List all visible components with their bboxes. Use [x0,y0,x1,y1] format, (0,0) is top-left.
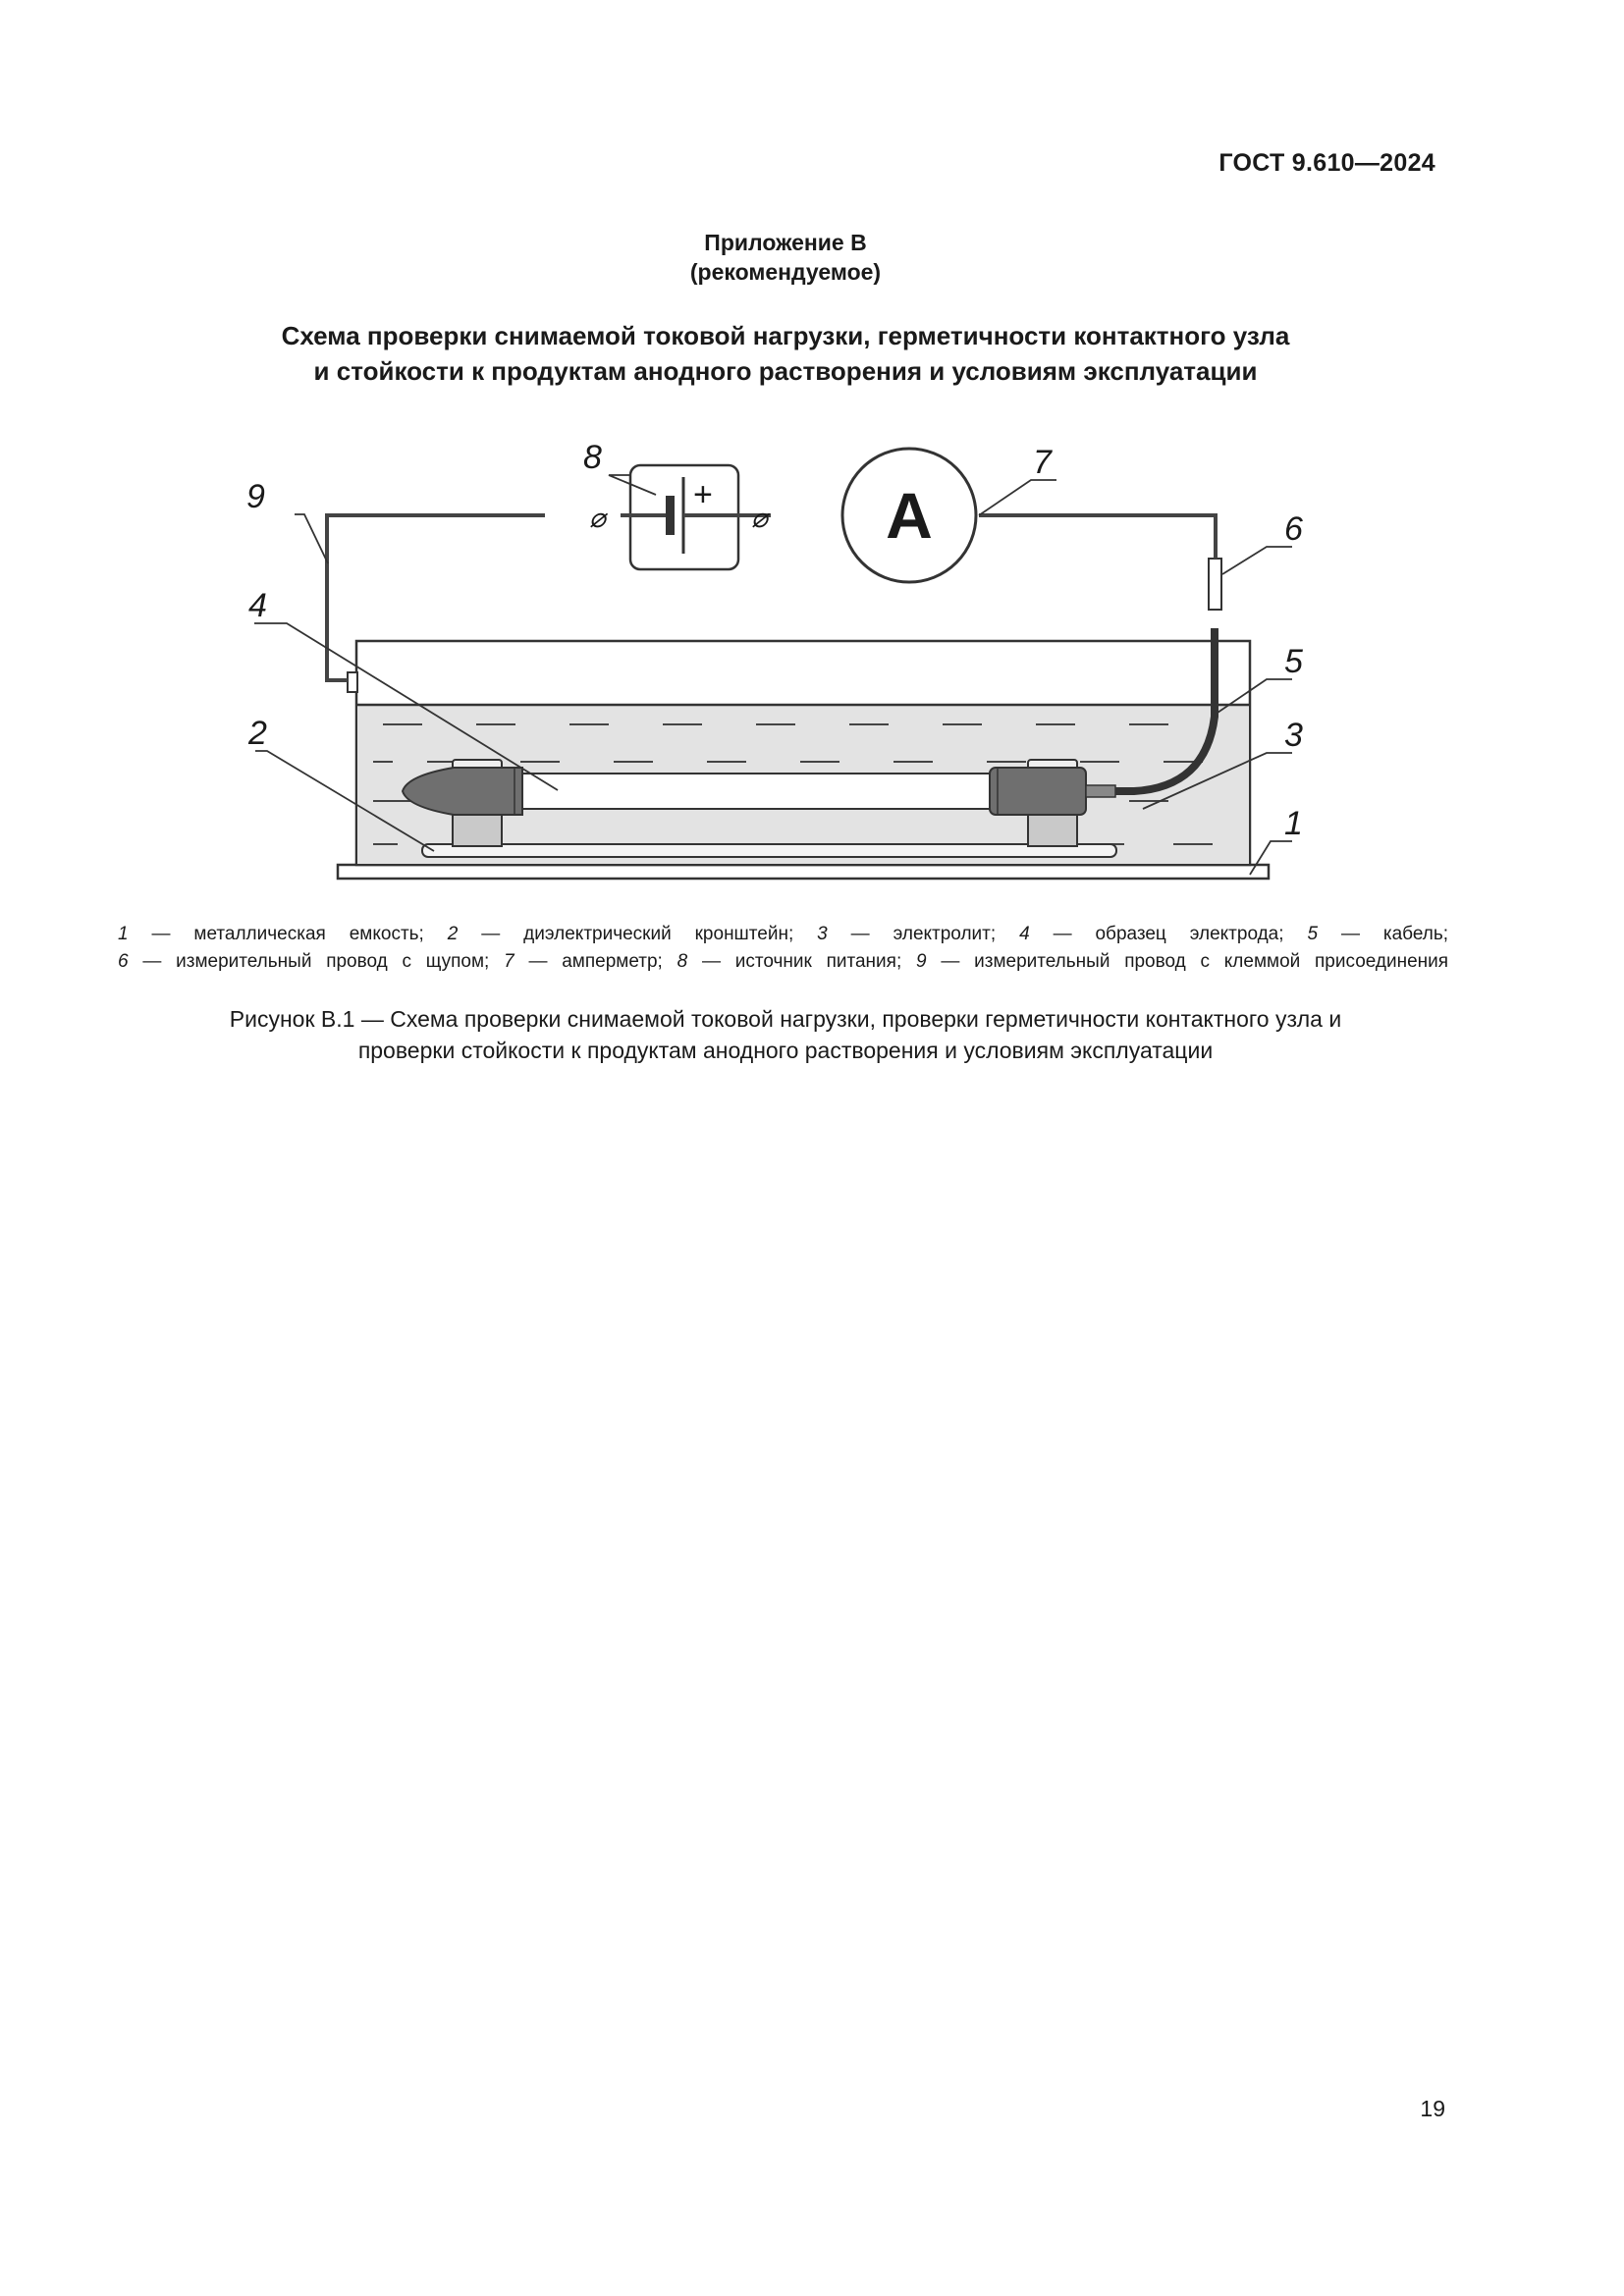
dielectric-bracket-rail [422,844,1116,857]
legend-text: — металлическая емкость; [151,924,424,944]
callout-6: 6 [1284,510,1303,548]
battery-negative-plate [666,496,675,535]
section-title-line-2: и стойкости к продуктам анодного растворения и условиям эксплуатации [313,356,1258,386]
legend-num: 4 [1019,924,1030,944]
battery-polarity-label: + [693,476,713,513]
legend-num: 8 [677,951,688,972]
legend-row-1 [118,921,1448,948]
appendix-status: (рекомендуемое) [689,259,882,285]
callout-5: 5 [1284,643,1303,680]
callout-7: 7 [1033,444,1052,481]
legend-text: — амперметр; [528,951,663,972]
test-setup-diagram [226,432,1303,893]
legend-num: 5 [1307,924,1319,944]
metal-container-base [338,865,1269,879]
legend-num: 1 [118,924,129,944]
ammeter-symbol: A [886,479,933,552]
legend-text: — измерительный провод с щупом; [142,951,490,972]
callout-4: 4 [248,587,267,624]
callout-3: 3 [1284,717,1303,754]
bracket-right-post [1028,812,1077,846]
cable-ferrule [1086,785,1115,797]
appendix-heading [0,228,1571,287]
page-number: 19 [1420,2096,1445,2121]
legend-num: 2 [447,924,459,944]
legend-text: — измерительный провод с клеммой присоединения [941,951,1449,972]
legend-num: 9 [916,951,927,972]
callout-8: 8 [583,439,602,476]
bracket-left-post [453,812,502,846]
figure-caption [0,1003,1571,1066]
figure-caption-line-2: проверки стойкости к продуктам анодного растворения и условиям эксплуатации [357,1038,1214,1063]
electrode-right-cap [990,768,1086,815]
callout-1: 1 [1284,805,1303,842]
legend-text: — источник питания; [701,951,902,972]
connection-clamp [348,672,357,692]
legend-text: — диэлектрический кронштейн; [481,924,794,944]
legend-num: 3 [817,924,828,944]
terminal-left: ⌀ [589,503,606,533]
figure-legend [118,921,1448,976]
electrode-sample [515,774,1001,809]
callout-2: 2 [248,715,267,752]
legend-num: 7 [504,951,514,972]
terminal-right: ⌀ [751,503,768,533]
legend-text: — образец электрода; [1053,924,1284,944]
callout-9: 9 [246,478,265,515]
section-title [177,318,1394,389]
section-title-line-1: Схема проверки снимаемой токовой нагрузки, герметичности контактного узла [281,321,1290,350]
legend-num: 6 [118,951,129,972]
legend-text: — кабель; [1340,924,1449,944]
appendix-title: Приложение В [704,230,867,255]
figure-caption-line-1: Рисунок В.1 — Схема проверки снимаемой токовой нагрузки, проверки герметичности контактного узла и [229,1006,1342,1032]
measuring-probe [1209,559,1221,610]
legend-text: — электролит; [850,924,997,944]
document-code: ГОСТ 9.610—2024 [1218,149,1435,177]
legend-row-2 [118,948,1448,976]
